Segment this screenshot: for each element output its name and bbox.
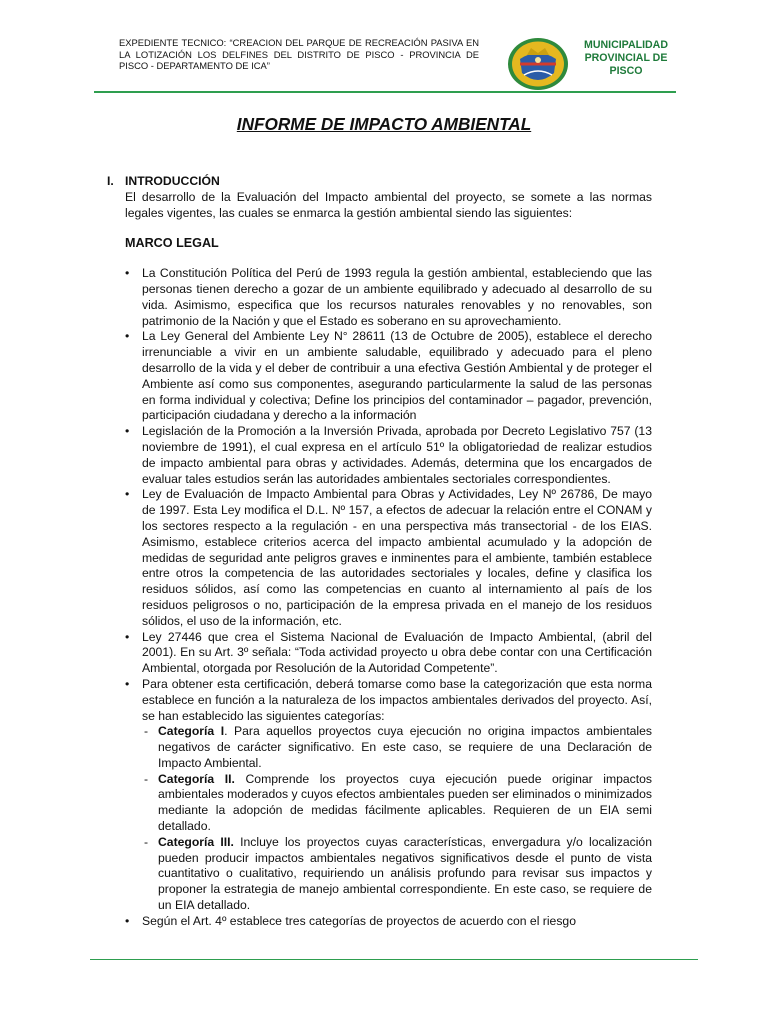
category-item [142, 724, 652, 771]
list-item: • Ley de Evaluación de Impacto Ambiental para Obras y Actividades, Ley Nº 26786, De mayo de 1997. Esta Ley modifica el D.L. Nº 157, a efectos de adecuar la relación entre el CONAM y los sectores respecto a la regulación - en una perspectiva más transectorial - de los EIAS. Asimismo, establece criterios acerca del impacto ambiental acumulado y la adopción de medidas de seguridad ante peligros graves e inminentes para el ambiente, también establece entre otros la competencia de las autoridades sectoriales y locales, define y clasifica los residuos sólidos, así como las competencias en cuanto al internamiento al país de los residuos peligrosos o no, participación de la empresa privada en el manejo de los residuos sólidos, el uso de la información, etc. [125, 487, 652, 629]
expediente-title: EXPEDIENTE TECNICO: “CREACION DEL PARQUE DE RECREACIÓN PASIVA EN LA LOTIZACIÓN LOS DELFINES DEL DISTRITO DE PISCO - PROVINCIA DE PISCO - DEPARTAMENTO DE ICA” [119, 37, 479, 72]
category-text: . Para aquellos proyectos cuya ejecución no origina impactos ambientales negativos de carácter significativo. En este caso, se requiere de una Declaración de Impacto Ambiental. [158, 724, 652, 770]
category-text: Incluye los proyectos cuyas características, envergadura y/o localización pueden producir impactos ambientales negativos significativos desde el punto de vista cuantitativo o cualitativo, requiriendo un análisis profundo para revisar sus impactos y proponer la estrategia de manejo ambiental correspondiente. En este caso, se requiere de un EIA detallado. [158, 834, 652, 913]
header-divider [94, 91, 676, 93]
footer-divider [90, 959, 698, 960]
section-title: INTRODUCCIÓN [125, 174, 220, 188]
municipal-crest-logo [507, 37, 569, 91]
list-item: • Ley 27446 que crea el Sistema Nacional de Evaluación de Impacto Ambiental, (abril del 2001). En su Art. 3º señala: “Toda actividad proyecto u obra debe contar con una Certificación Ambiental, otorgada por Resolución de la Autoridad Competente”. [125, 630, 652, 677]
list-item-text: Para obtener esta certificación, deberá tomarse como base la categorización que esta norma establece en función a la naturaleza de los impactos ambientales derivados del proyecto. Así, se han establecido las siguientes categorías: [142, 676, 652, 723]
list-item: • La Ley General del Ambiente Ley N° 28611 (13 de Octubre de 2005), establece el derecho irrenunciable a vivir en un ambiente saludable, equilibrado y adecuado para el pleno desarrollo de la vida y el deber de contribuir a una efectiva Gestión Ambiental y de proteger el Ambiente así como sus componentes, asegurando particularmente la salud de las personas en forma individual y colectiva; Define los principios del contaminador – pagador, prevención, participación ciudadana y derecho a la información [125, 329, 652, 424]
section-heading [107, 174, 652, 190]
intro-paragraph: El desarrollo de la Evaluación del Impacto ambiental del proyecto, se somete a las normas legales vigentes, las cuales se enmarca la gestión ambiental siendo las siguientes: [125, 189, 652, 220]
marco-legal-heading: MARCO LEGAL [125, 236, 219, 251]
list-item: • La Constitución Política del Perú de 1993 regula la gestión ambiental, estableciendo que las personas tienen derecho a gozar de un ambiente equilibrado y adecuado al desarrollo de su vida. Asimismo, especifica que los recursos naturales renovables y no renovables, son patrimonio de la Nación y que el Estado es soberano en su aprovechamiento. [125, 266, 652, 329]
page-title: INFORME DE IMPACTO AMBIENTAL [236, 114, 532, 134]
list-item: • Según el Art. 4º establece tres categorías de proyectos de acuerdo con el riesgo [125, 914, 652, 930]
category-name: Categoría II. [158, 771, 235, 786]
category-text: Comprende los proyectos cuya ejecución puede originar impactos ambientales moderados y cuyos efectos ambientales pueden ser eliminados o minimizados mediante la adopción de medidas fácilmente aplicables. Requieren de un EIA semi detallado. [158, 771, 652, 834]
category-list [142, 724, 652, 914]
list-item [125, 677, 652, 914]
category-item [142, 772, 652, 835]
category-name: Categoría I [158, 724, 225, 739]
page-header [119, 37, 675, 87]
list-item: • Legislación de la Promoción a la Inversión Privada, aprobada por Decreto Legislativo 757 (13 noviembre de 1991), el cual expresa en el artículo 51º la obligatoriedad de realizar estudios de impacto ambiental para obras y actividades. Además, determina que los encargados de evaluar tales estudios serán las autoridades ambientales sectoriales correspondientes. [125, 424, 652, 487]
municipality-name: MUNICIPALIDAD PROVINCIAL DE PISCO [584, 39, 668, 77]
legal-framework-list [125, 266, 652, 929]
document-body [107, 174, 652, 930]
category-name: Categoría III. [158, 834, 234, 849]
category-item [142, 835, 652, 914]
section-number: I. [107, 174, 114, 188]
